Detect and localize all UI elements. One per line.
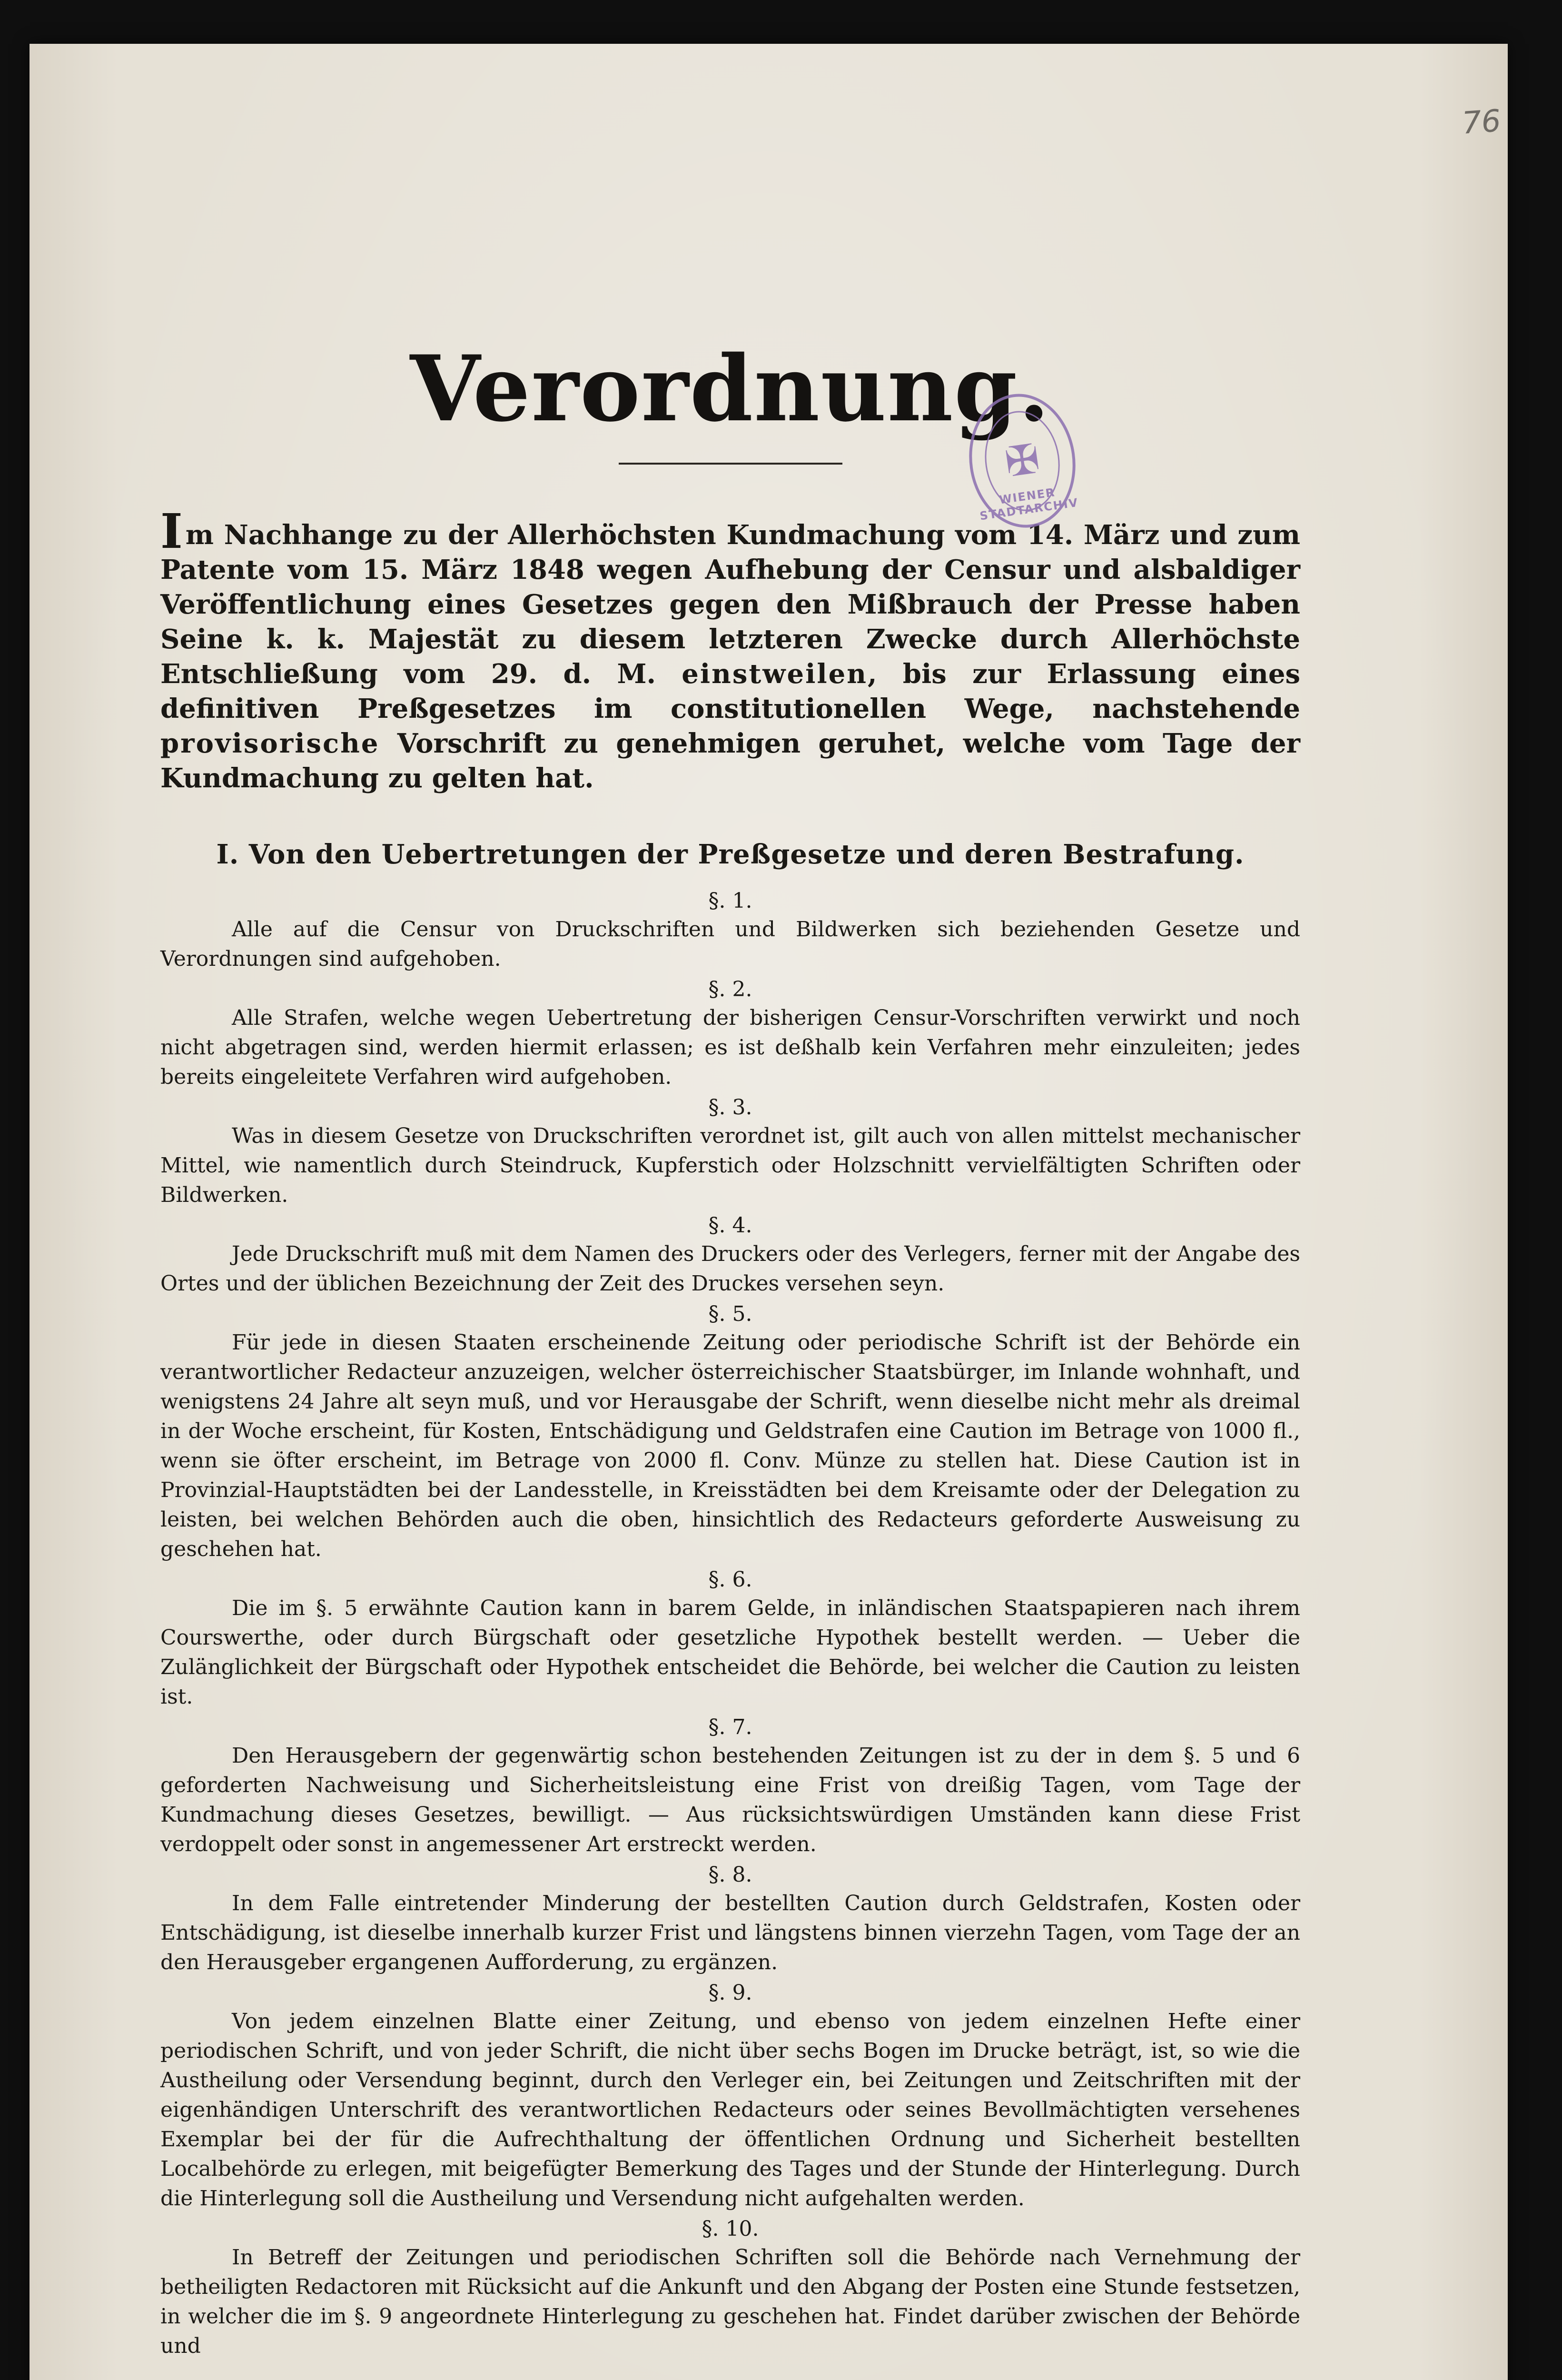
paragraph-7 (160, 1714, 1300, 1859)
paragraph-text: Jede Druckschrift muß mit dem Namen des Druckers oder des Verlegers, ferner mit der Angabe des Ortes und der üblichen Bezeichnung der Zeit des Druckes versehen seyn. (160, 1242, 1300, 1296)
paragraph-8 (160, 1861, 1300, 1977)
paragraph-text: Von jedem einzelnen Blatte einer Zeitung, und ebenso von jedem einzelnen Hefte einer periodischen Schrift, und von jeder Schrift, die nicht über sechs Bogen im Drucke beträgt, ist, so wie die Austheilung oder Versendung beginnt, durch den Verleger ein, bei Zeitungen und Zeitschriften mit der eigenhändigen Unterschrift des verantwortlichen Redacteurs oder seines Bevollmächtigten versehenes Exemplar bei der für die Aufrechthaltung der öffentlichen Ordnung und Sicherheit bestellten Localbehörde zu erlegen, mit beigefügter Bemerkung des Tages und der Stunde der Hinterlegung. Durch die Hinterlegung soll die Austheilung und Versendung nicht aufgehalten werden. (160, 2009, 1300, 2211)
intro-emphasis-einstweilen: einstweilen (682, 658, 868, 690)
paragraph-text: Alle auf die Censur von Druckschriften und Bildwerken sich beziehenden Gesetze und Verordnungen sind aufgehoben. (160, 917, 1300, 971)
paragraph-2 (160, 976, 1300, 1092)
paragraph-list (160, 887, 1300, 2361)
paragraph-9 (160, 1979, 1300, 2213)
paragraph-4 (160, 1212, 1300, 1299)
paragraph-text: In dem Falle eintretender Minderung der bestellten Caution durch Geldstrafen, Kosten oder Entschädigung, ist dieselbe innerhalb kurzer Frist und längstens binnen vierzehn Tagen, vom Tage der an den Herausgeber ergangenen Aufforderung, zu ergänzen. (160, 1891, 1300, 1974)
paragraph-text: Die im §. 5 erwähnte Caution kann in barem Gelde, in inländischen Staatspapieren nach ihrem Courswerthe, oder durch Bürgschaft oder gesetzliche Hypothek bestellt werden. — Ueber die Zulänglichkeit der Bürgschaft oder Hypothek entscheidet die Behörde, bei welcher die Caution zu leisten ist. (160, 1596, 1300, 1709)
paragraph-10 (160, 2215, 1300, 2361)
paragraph-number: §. 7. (708, 1715, 752, 1739)
intro-emphasis-provisorische: provisorische (160, 728, 380, 759)
paragraph-number: §. 9. (708, 1981, 752, 2005)
paragraph-text: Für jede in diesen Staaten erscheinende Zeitung oder periodische Schrift ist der Behörde ein verantwortlicher Redacteur anzuzeigen, welcher österreichischer Staatsbürger, im Inlande wohnhaft, und wenigstens 24 Jahre alt seyn muß, und vor Herausgabe der Schrift, wenn dieselbe nicht mehr als dreimal in der Woche erscheint, für Kosten, Entschädigung und Geldstrafen eine Caution im Betrage von 1000 fl., wenn sie öfter erscheint, im Betrage von 2000 fl. Conv. Münze zu stellen hat. Diese Caution ist in Provinzial-Hauptstädten bei der Landesstelle, in Kreisstädten bei dem Kreisamte oder der Delegation zu leisten, bei welchen Behörden auch die oben, hinsichtlich des Redacteurs geforderte Ausweisung zu geschehen hat. (160, 1330, 1300, 1561)
paragraph-number: §. 2. (708, 977, 752, 1002)
paragraph-text: Den Herausgebern der gegenwärtig schon bestehenden Zeitungen ist zu der in dem §. 5 und 6 geforderten Nachweisung und Sicherheitsleistung eine Frist von dreißig Tagen, vom Tage der Kundmachung dieses Gesetzes, bewilligt. — Aus rücksichtswürdigen Umständen kann diese Frist verdoppelt oder sonst in angemessener Art erstreckt werden. (160, 1744, 1300, 1856)
intro-text-part1: m Nachhange zu der Allerhöchsten Kundmachung vom 14. März und zum Patente vom 15. März 1848 wegen Aufhebung der Censur und alsbaldiger Veröffentlichung eines Gesetzes gegen den Mißbrauch der Presse haben Seine k. k. Majestät zu diesem letzteren Zwecke durch Allerhöchste Entschließung vom 29. d. M. (160, 519, 1300, 690)
paragraph-number: §. 6. (708, 1567, 752, 1592)
paragraph-text: In Betreff der Zeitungen und periodischen Schriften soll die Behörde nach Vernehmung der betheiligten Redactoren mit Rücksicht auf die Ankunft und den Abgang der Posten eine Stunde festsetzen, in welcher die im §. 9 angeordnete Hinterlegung zu geschehen hat. Findet darüber zwischen der Behörde und (160, 2245, 1300, 2358)
eagle-emblem-icon: ✠ (979, 406, 1066, 516)
document-content (160, 310, 1300, 2361)
intro-dropcap: I (160, 503, 183, 559)
archive-folio-number: 76 (1461, 103, 1502, 141)
paragraph-5 (160, 1300, 1300, 1564)
paragraph-text: Alle Strafen, welche wegen Uebertretung der bisherigen Censur-Vorschriften verwirkt und noch nicht abgetragen sind, werden hiermit erlassen; es ist deßhalb kein Verfahren mehr einzuleiten; jedes bereits eingeleitete Verfahren wird aufgehoben. (160, 1006, 1300, 1089)
paragraph-6 (160, 1566, 1300, 1712)
title-divider (619, 463, 842, 465)
paragraph-1 (160, 887, 1300, 974)
intro-text-part3: Vorschrift zu genehmigen geruhet, welche vom Tage der Kundmachung zu gelten hat. (160, 728, 1300, 794)
paragraph-number: §. 4. (708, 1213, 752, 1238)
intro-text-part2: , bis zur Erlassung eines definitiven Preßgesetzes im constitutionellen Wege, nachstehende (160, 658, 1300, 724)
document-title: Verordnung. (410, 336, 1051, 442)
paragraph-number: §. 3. (708, 1095, 752, 1120)
paragraph-text: Was in diesem Gesetze von Druckschriften verordnet ist, gilt auch von allen mittelst mechanischer Mittel, wie namentlich durch Steindruck, Kupferstich oder Holzschnitt vervielfältigten Schriften oder Bildwerken. (160, 1124, 1300, 1207)
document-page (30, 44, 1508, 2380)
stamp-label: WIENER STADTARCHIV (979, 486, 1079, 523)
paragraph-number: §. 5. (708, 1302, 752, 1326)
paragraph-number: §. 8. (708, 1863, 752, 1887)
section-heading: I. Von den Uebertretungen der Preßgesetze und deren Bestrafung. (216, 839, 1245, 870)
paragraph-number: §. 10. (702, 2217, 759, 2241)
paragraph-number: §. 1. (708, 889, 752, 913)
paragraph-3 (160, 1094, 1300, 1210)
